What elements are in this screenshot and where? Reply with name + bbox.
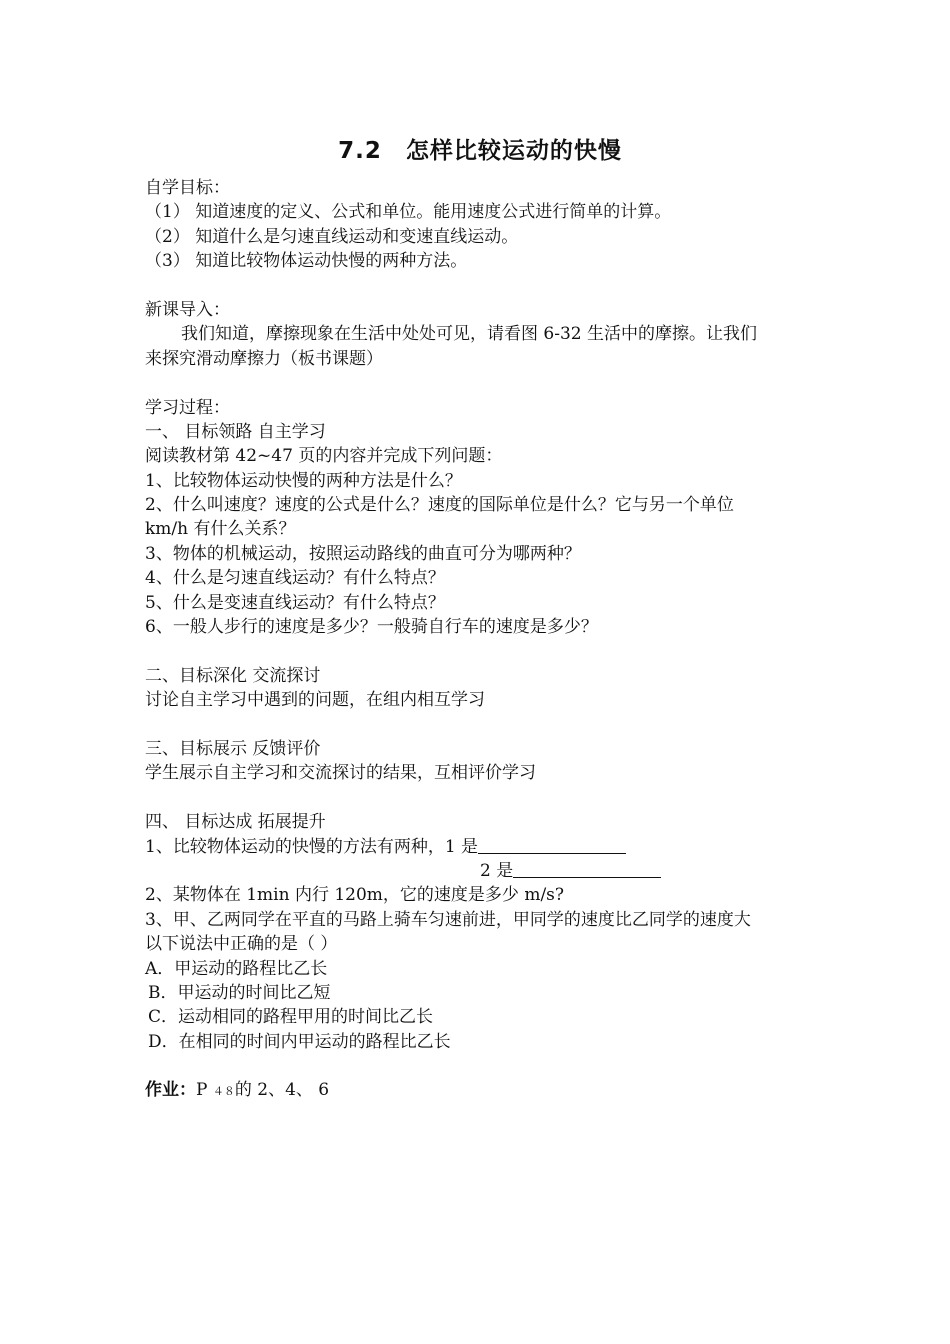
spacer	[145, 371, 815, 395]
question: 1、比较物体运动快慢的两种方法是什么？	[145, 470, 462, 491]
section-text: 讨论自主学习中遇到的问题，在组内相互学习	[145, 690, 485, 711]
homework-p: P	[196, 1080, 208, 1101]
choice-option: D．在相同的时间内甲运动的路程比乙长	[148, 1031, 451, 1052]
question: 6、一般人步行的速度是多少？一般骑自行车的速度是多少？	[145, 617, 598, 638]
intro-line: 来探究滑动摩擦力（板书课题）	[145, 348, 383, 369]
spacer	[145, 786, 815, 810]
exercise-question: 以下说法中正确的是（ ）	[145, 934, 338, 955]
section-text: 学生展示自主学习和交流探讨的结果，互相评价学习	[145, 763, 536, 784]
question: 4、什么是匀速直线运动？有什么特点？	[145, 568, 445, 589]
intro-line: 我们知道，摩擦现象在生活中处处可见，请看图 6-32 生活中的摩擦。让我们	[181, 324, 757, 345]
objectives-heading: 自学目标：	[145, 178, 230, 198]
choice-option: C．运动相同的路程甲用的时间比乙长	[148, 1007, 434, 1028]
answer-blank[interactable]	[478, 835, 626, 854]
section-title: 二、目标深化 交流探讨	[145, 665, 321, 686]
homework-page: ４８	[212, 1085, 235, 1099]
intro-heading: 新课导入：	[145, 299, 230, 320]
objective-item: （1） 知道速度的定义、公式和单位。能用速度公式进行简单的计算。	[145, 202, 672, 223]
exercise-question: 3、甲、乙两同学在平直的马路上骑车匀速前进，甲同学的速度比乙同学的速度大	[145, 909, 751, 930]
homework	[145, 1078, 815, 1102]
answer-blank[interactable]	[513, 859, 661, 878]
page-title: 7.2 怎样比较运动的快慢	[338, 138, 622, 164]
document-body	[145, 176, 815, 1103]
homework-text: 的 2、4、 6	[234, 1080, 330, 1101]
exercise-text: 2 是	[480, 860, 514, 881]
spacer	[145, 1054, 815, 1078]
section-instruction: 阅读教材第 42~47 页的内容并完成下列问题：	[145, 446, 503, 467]
choice-option: A．甲运动的路程比乙长	[145, 958, 328, 979]
section-title: 一、 目标领路 自主学习	[145, 421, 326, 442]
section-title: 四、 目标达成 拓展提升	[145, 812, 326, 833]
question: 2、什么叫速度？速度的公式是什么？速度的国际单位是什么？它与另一个单位	[145, 495, 734, 516]
objective-item: （3） 知道比较物体运动快慢的两种方法。	[145, 251, 468, 272]
section-title: 三、目标展示 反馈评价	[145, 738, 321, 759]
question: 3、物体的机械运动，按照运动路线的曲直可分为哪两种？	[145, 543, 581, 564]
exercise-question	[145, 859, 815, 883]
homework-label: 作业：	[145, 1080, 196, 1101]
objective-item: （2） 知道什么是匀速直线运动和变速直线运动。	[145, 226, 519, 247]
question: km/h 有什么关系？	[145, 519, 296, 540]
exercise-question	[145, 835, 815, 859]
process-heading: 学习过程：	[145, 397, 230, 418]
spacer	[145, 639, 815, 663]
exercise-question: 2、某物体在 1min 内行 120m，它的速度是多少 m/s?	[145, 885, 565, 906]
spacer	[145, 274, 815, 298]
spacer	[145, 713, 815, 737]
question: 5、什么是变速直线运动？有什么特点？	[145, 592, 445, 613]
exercise-text: 1、比较物体运动的快慢的方法有两种，1 是	[145, 836, 479, 857]
choice-option: B．甲运动的时间比乙短	[148, 982, 331, 1003]
